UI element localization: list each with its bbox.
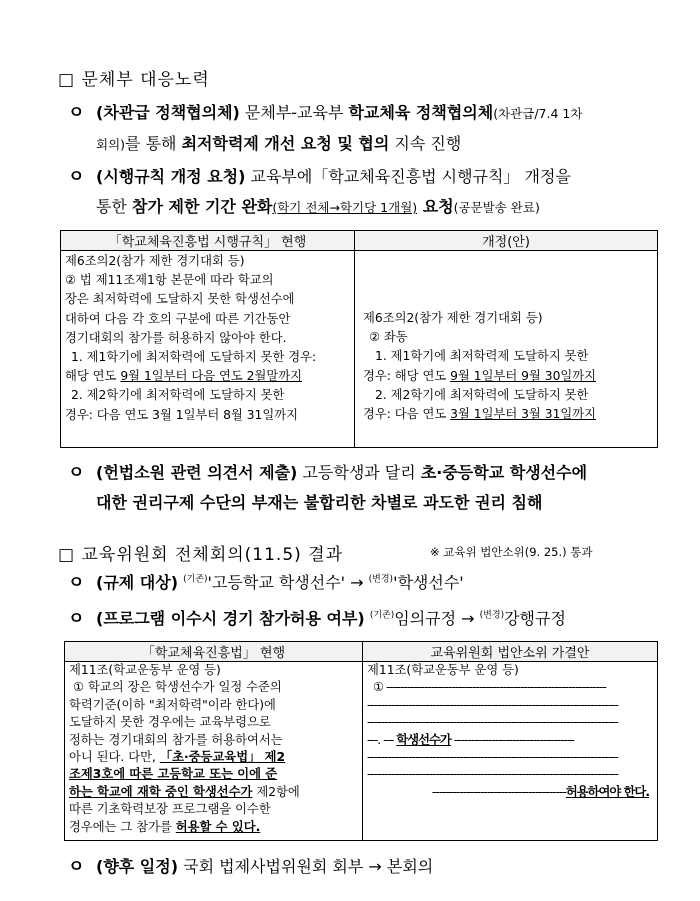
table-header-revised: 개정(안) (355, 231, 658, 251)
circle-bullet-icon: ㅇ (68, 103, 85, 123)
square-bullet-icon: □ (58, 545, 76, 565)
table-header-current-law: 「학교체육진흥법」 현행 (65, 642, 363, 662)
bullet-tag: (시행규칙 개정 요청) (96, 167, 246, 186)
subcommittee-cell: 제11조(학교운동부 운영 등) ① ---------------------------------------------------------------- ------------------------------------------------------------------------- ------------------------------------------------------------------------- ---. --- 학생선수가 ----------------------------------- ------------------------------------------------------------------------- ------------------------------------------------------------------------- ---------------------------------------허용하여야 한다. (363, 662, 658, 841)
section-heading-1 (58, 65, 210, 90)
section-heading-2 (58, 540, 343, 565)
bullet-constitution-opinion: ㅇ (헌법소원 관련 의견서 제출) 고등학생과 달리 초·중등학교 학생선수에 대한 권리구제 수단의 부재는 불합리한 차별로 과도한 권리 침해 (68, 458, 678, 518)
square-bullet-icon: □ (58, 70, 76, 90)
rule-comparison-table (60, 230, 658, 448)
current-law-cell: 제11조(학교운동부 운영 등) ① 학교의 장은 학생선수가 일정 수준의 학력기준(이하 "최저학력"이라 한다)에 도달하지 못한 경우에는 교육부령으로 정하는 경기대회의 참가를 허용하여서는 아니 된다. 다만, 「초·중등교육법」 제2 조제3호에 따른 고등학교 또는 이에 준 하는 학교에 재학 중인 학생선수가 제2항에 따른 기초학력보장 프로그램을 이수한 경우에는 그 참가를 허용할 수 있다. (65, 662, 363, 841)
circle-bullet-icon: ㅇ (68, 857, 85, 877)
table-header-subcommittee: 교육위원회 법안소위 가결안 (363, 642, 658, 662)
revised-rule-cell: 제6조의2(참가 제한 경기대회 등) ② 좌동 1. 제1학기에 최저학력제 도달하지 못한 경우: 해당 연도 9월 1일부터 9월 30일까지 2. 제2학기에 최저학력에 도달하지 못한 경우: 다음 연도 3월 1일부터 3월 31일까지 (355, 251, 658, 448)
bullet-tag: (규제 대상) (96, 573, 179, 592)
bullet-future-schedule: ㅇ (향후 일정) 국회 법제사법위원회 회부 → 본회의 (68, 852, 433, 882)
section-title: 교육위원회 전체회의(11.5) 결과 (81, 545, 344, 565)
circle-bullet-icon: ㅇ (68, 463, 85, 483)
bullet-tag: (향후 일정) (96, 857, 179, 876)
current-rule-cell: 제6조의2(참가 제한 경기대회 등) ② 법 제11조제1항 본문에 따라 학교의 장은 최저학력에 도달하지 못한 학생선수에 대하여 다음 각 호의 구분에 따른 기간동안 경기대회의 참가를 허용하지 않아야 한다. 1. 제1학기에 최저학력에 도달하지 못한 경우: 해당 연도 9월 1일부터 다음 연도 2월말까지 2. 제2학기에 최저학력에 도달하지 못한 경우: 다음 연도 3월 1일부터 8월 31일까지 (61, 251, 355, 448)
bullet-program-participation: ㅇ (프로그램 이수시 경기 참가허용 여부) $^{(기존)}$임의규정 → $^{(변경)}$강행규정 (68, 604, 566, 634)
table-header-current: 「학교체육진흥법 시행규칙」 현행 (61, 231, 355, 251)
bullet-policy-council: ㅇ (차관급 정책협의체) 문체부-교육부 학교체육 정책협의체(차관급/7.4 1차 회의)를 통해 최저학력제 개선 요청 및 협의 지속 진행 (68, 98, 668, 160)
circle-bullet-icon: ㅇ (68, 609, 85, 629)
bullet-tag: (차관급 정책협의체) (96, 103, 240, 122)
subcommittee-note: ※ 교육위 법안소위(9. 25.) 통과 (430, 545, 593, 559)
circle-bullet-icon: ㅇ (68, 573, 85, 593)
bullet-rule-revision: ㅇ (시행규칙 개정 요청) 교육부에「학교체육진흥법 시행규칙」 개정을 통한 참가 제한 기간 완화(학기 전체→학기당 1개월) 요청(공문발송 완료) (68, 162, 678, 223)
bullet-regulation-target: ㅇ (규제 대상) $^{(기존)}$'고등학교 학생선수' → $^{(변경)}$'학생선수' (68, 568, 464, 598)
bullet-tag: (헌법소원 관련 의견서 제출) (96, 463, 298, 482)
section-title: 문체부 대응노력 (81, 70, 210, 90)
bullet-tag: (프로그램 이수시 경기 참가허용 여부) (96, 609, 365, 628)
circle-bullet-icon: ㅇ (68, 167, 85, 187)
law-comparison-table (64, 641, 658, 841)
